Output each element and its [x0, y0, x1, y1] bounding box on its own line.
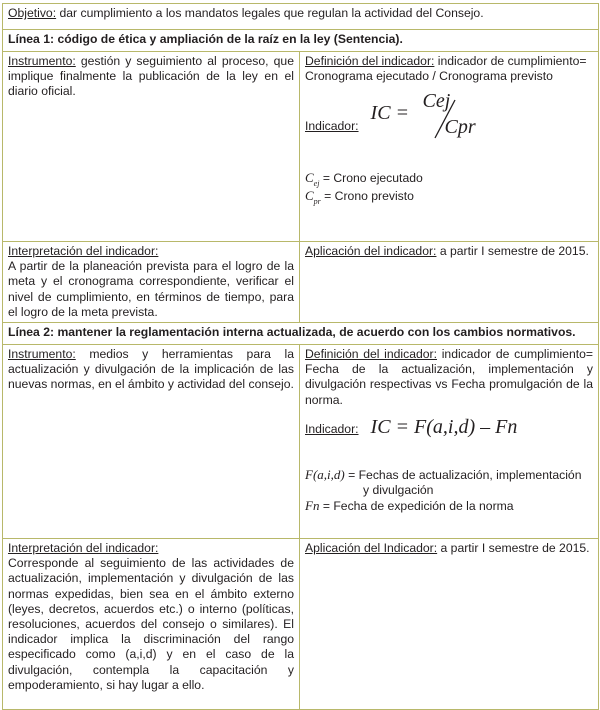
line2-interpretation-row [3, 539, 599, 710]
line2-application-text: a partir I semestre de 2015. [437, 541, 590, 556]
line2-legend [305, 467, 593, 515]
line1-definition-cell [300, 52, 599, 242]
objective-text: dar cumplimiento a los mandatos legales que regulan la actividad del Consejo. [56, 6, 484, 20]
line2-legend-item: F(a,i,d) = Fechas de actualización, implementación [305, 467, 582, 483]
line1-formula [370, 90, 501, 144]
line1-formula-denominator: Cpr [444, 116, 476, 139]
line2-legend-item-cont: y divulgación [363, 483, 434, 498]
line2-instrument-row [3, 345, 599, 539]
objective-row [3, 4, 599, 30]
line1-interpretation-row [3, 242, 599, 323]
line1-formula-lhs: IC = [370, 102, 410, 125]
line1-legend-item: $C_{pr}$ = Crono previsto [305, 187, 414, 206]
line1-formula-numerator: Cej [422, 90, 451, 113]
line1-indicator-label: Indicador: [305, 118, 359, 133]
line2-indicator-label: Indicador: [305, 421, 359, 436]
line1-definition [305, 54, 593, 84]
line2-indicator [305, 415, 593, 438]
indicator-table [2, 3, 599, 710]
line2-legend-item: Fn = Fecha de expedición de la norma [305, 498, 514, 514]
line1-instrument-row [3, 52, 599, 242]
line1-legend [305, 170, 593, 204]
line2-interpretation-label: Interpretación del indicador: [8, 541, 159, 556]
line1-instrument-label: Instrumento: [8, 54, 76, 68]
objective-label: Objetivo: [8, 6, 57, 20]
line2-title: Línea 2: mantener la reglamentación interna actualizada, de acuerdo con los cambios normativos. [3, 323, 599, 345]
line1-legend-item: $C_{ej}$ = Crono ejecutado [305, 170, 423, 189]
line1-instrument-cell [3, 52, 300, 242]
line1-definition-label: Definición del indicador: [305, 54, 435, 68]
line2-interpretation-text: Corresponde al seguimiento de las actividades de actualización, implementación y divulgación de las normas expedidas, bien sea en el ámbito externo (leyes, decretos, acuerdos etc.) o interno (políticas, resoluciones, acuerdos del consejo o similares). El indicador implica la discriminación del rango especificado como (a,i,d) y en el caso de la divulgación, contempla la capacitación y empoderamiento, si hay lugar a ello. [8, 556, 294, 692]
line1-instrument-text: gestión y seguimiento al proceso, que implique finalmente la publicación de la ley en el diario oficial. [8, 54, 294, 99]
line1-application-label: Aplicación del indicador: [305, 244, 437, 258]
line2-instrument-text: medios y herramientas para la actualización y divulgación de la implicación de las nuevas normas, en el ámbito y actividad del consejo. [8, 347, 294, 392]
line1-interpretation-label: Interpretación del indicador: [8, 244, 159, 258]
line2-formula: IC = F(a,i,d) – Fn [370, 415, 518, 438]
line2-definition-label: Definición del indicador: [305, 347, 438, 362]
line1-interpretation-text: A partir de la planeación prevista para el logro de la meta y el cronograma correspondiente, verificar el nivel de cumplimiento, en términos de tiempo, para el logro de la meta prevista. [8, 259, 294, 319]
line1-indicator [305, 90, 593, 144]
line2-instrument-label: Instrumento: [8, 347, 76, 362]
line1-application-cell [300, 242, 599, 323]
line2-definition-text: indicador de cumplimiento= Fecha de la actualización, implementación y divulgación respectivas vs Fecha promulgación de la norma. [305, 347, 594, 407]
line1-title: Línea 1: código de ética y ampliación de la raíz en la ley (Sentencia). [3, 30, 599, 52]
line1-definition-text: indicador de cumplimiento= Cronograma ejecutado / Cronograma previsto [305, 54, 587, 84]
line2-definition [305, 347, 593, 408]
line2-title-row [3, 323, 599, 345]
line2-application-cell [300, 539, 599, 710]
line1-interpretation-cell [3, 242, 300, 323]
line2-instrument-cell [3, 345, 300, 539]
line2-interpretation-cell [3, 539, 300, 710]
line1-application-text: a partir I semestre de 2015. [436, 244, 589, 258]
line2-definition-cell [300, 345, 599, 539]
line2-application-label: Aplicación del Indicador: [305, 541, 438, 556]
line1-title-row [3, 30, 599, 52]
objective-cell [3, 4, 599, 30]
